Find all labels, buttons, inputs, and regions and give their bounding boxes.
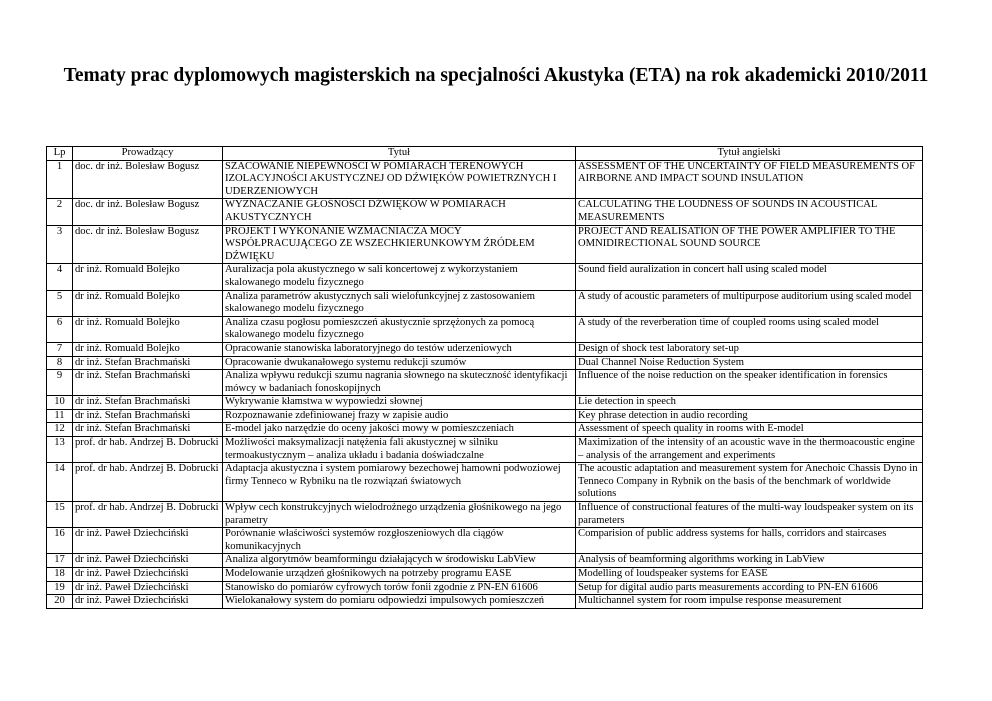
row-number: 5 bbox=[47, 290, 73, 316]
english-title-cell: CALCULATING THE LOUDNESS OF SOUNDS IN ACOUSTICAL MEASUREMENTS bbox=[576, 199, 923, 225]
row-number: 8 bbox=[47, 356, 73, 370]
title-cell: PROJEKT I WYKONANIE WZMACNIACZA MOCY WSPÓŁPRACUJĄCEGO ZE WSZECHKIERUNKOWYM ŹRÓDŁEM DŹWIĘKU bbox=[223, 225, 576, 264]
row-number: 13 bbox=[47, 437, 73, 463]
table-row bbox=[47, 437, 923, 463]
title-cell: Wielokanałowy system do pomiaru odpowiedzi impulsowych pomieszczeń bbox=[223, 595, 576, 609]
supervisor-cell: doc. dr inż. Bolesław Bogusz bbox=[73, 160, 223, 199]
row-number: 1 bbox=[47, 160, 73, 199]
supervisor-cell: dr inż. Stefan Brachmański bbox=[73, 356, 223, 370]
title-cell: Opracowanie stanowiska laboratoryjnego do testów uderzeniowych bbox=[223, 342, 576, 356]
title-cell: E-model jako narzędzie do oceny jakości mowy w pomieszczeniach bbox=[223, 423, 576, 437]
title-cell: Rozpoznawanie zdefiniowanej frazy w zapisie audio bbox=[223, 409, 576, 423]
row-number: 20 bbox=[47, 595, 73, 609]
english-title-cell: Sound field auralization in concert hall using scaled model bbox=[576, 264, 923, 290]
table-row bbox=[47, 581, 923, 595]
table-body bbox=[47, 160, 923, 608]
english-title-cell: Assessment of speech quality in rooms with E-model bbox=[576, 423, 923, 437]
english-title-cell: Dual Channel Noise Reduction System bbox=[576, 356, 923, 370]
english-title-cell: Multichannel system for room impulse response measurement bbox=[576, 595, 923, 609]
title-cell: Analiza parametrów akustycznych sali wielofunkcyjnej z zastosowaniem skalowanego modelu fizycznego bbox=[223, 290, 576, 316]
table-row bbox=[47, 409, 923, 423]
header-title: Tytuł bbox=[223, 147, 576, 161]
title-cell: Adaptacja akustyczna i system pomiarowy bezechowej hamowni podwoziowej firmy Tenneco w Rybniku na tle rozwiązań światowych bbox=[223, 463, 576, 502]
title-cell: Analiza wpływu redukcji szumu nagrania słownego na skuteczność identyfikacji mówcy w badaniach fonoskopijnych bbox=[223, 370, 576, 396]
row-number: 2 bbox=[47, 199, 73, 225]
row-number: 19 bbox=[47, 581, 73, 595]
supervisor-cell: doc. dr inż. Bolesław Bogusz bbox=[73, 225, 223, 264]
table-row bbox=[47, 502, 923, 528]
title-cell: WYZNACZANIE GŁOŚNOŚCI DŹWIĘKÓW W POMIARACH AKUSTYCZNYCH bbox=[223, 199, 576, 225]
supervisor-cell: dr inż. Paweł Dziechciński bbox=[73, 581, 223, 595]
row-number: 4 bbox=[47, 264, 73, 290]
table-row bbox=[47, 264, 923, 290]
supervisor-cell: prof. dr hab. Andrzej B. Dobrucki bbox=[73, 502, 223, 528]
header-row bbox=[47, 147, 923, 161]
row-number: 18 bbox=[47, 568, 73, 582]
table-row bbox=[47, 568, 923, 582]
table-row bbox=[47, 342, 923, 356]
title-cell: Analiza algorytmów beamformingu działających w środowisku LabView bbox=[223, 554, 576, 568]
row-number: 17 bbox=[47, 554, 73, 568]
english-title-cell: Lie detection in speech bbox=[576, 396, 923, 410]
english-title-cell: Modelling of loudspeaker systems for EASE bbox=[576, 568, 923, 582]
table-row bbox=[47, 528, 923, 554]
table-row bbox=[47, 396, 923, 410]
row-number: 16 bbox=[47, 528, 73, 554]
table-row bbox=[47, 356, 923, 370]
row-number: 12 bbox=[47, 423, 73, 437]
title-cell: Wykrywanie kłamstwa w wypowiedzi słownej bbox=[223, 396, 576, 410]
supervisor-cell: dr inż. Romuald Bolejko bbox=[73, 342, 223, 356]
thesis-topics-table bbox=[46, 146, 923, 609]
english-title-cell: Setup for digital audio parts measurements according to PN-EN 61606 bbox=[576, 581, 923, 595]
supervisor-cell: dr inż. Paweł Dziechciński bbox=[73, 568, 223, 582]
title-cell: Modelowanie urządzeń głośnikowych na potrzeby programu EASE bbox=[223, 568, 576, 582]
row-number: 11 bbox=[47, 409, 73, 423]
title-cell: Stanowisko do pomiarów cyfrowych torów fonii zgodnie z PN-EN 61606 bbox=[223, 581, 576, 595]
table-row bbox=[47, 423, 923, 437]
english-title-cell: Influence of the noise reduction on the speaker identification in forensics bbox=[576, 370, 923, 396]
table-row bbox=[47, 554, 923, 568]
header-supervisor: Prowadzący bbox=[73, 147, 223, 161]
title-cell: Możliwości maksymalizacji natężenia fali akustycznej w silniku termoakustycznym – analiza układu i badania doświadczalne bbox=[223, 437, 576, 463]
table-row bbox=[47, 595, 923, 609]
supervisor-cell: dr inż. Paweł Dziechciński bbox=[73, 528, 223, 554]
supervisor-cell: dr inż. Stefan Brachmański bbox=[73, 396, 223, 410]
english-title-cell: Comparision of public address systems for halls, corridors and staircases bbox=[576, 528, 923, 554]
row-number: 10 bbox=[47, 396, 73, 410]
english-title-cell: A study of acoustic parameters of multipurpose auditorium using scaled model bbox=[576, 290, 923, 316]
row-number: 7 bbox=[47, 342, 73, 356]
supervisor-cell: doc. dr inż. Bolesław Bogusz bbox=[73, 199, 223, 225]
english-title-cell: Analysis of beamforming algorithms working in LabView bbox=[576, 554, 923, 568]
row-number: 15 bbox=[47, 502, 73, 528]
title-cell: SZACOWANIE NIEPEWNOŚCI W POMIARACH TERENOWYCH IZOLACYJNOŚCI AKUSTYCZNEJ OD DŹWIĘKÓW POWIETRZNYCH I UDERZENIOWYCH bbox=[223, 160, 576, 199]
table-row bbox=[47, 199, 923, 225]
english-title-cell: Design of shock test laboratory set-up bbox=[576, 342, 923, 356]
table-row bbox=[47, 370, 923, 396]
header-english-title: Tytuł angielski bbox=[576, 147, 923, 161]
supervisor-cell: prof. dr hab. Andrzej B. Dobrucki bbox=[73, 463, 223, 502]
supervisor-cell: prof. dr hab. Andrzej B. Dobrucki bbox=[73, 437, 223, 463]
page-title: Tematy prac dyplomowych magisterskich na specjalności Akustyka (ETA) na rok akademicki 2010/2011 bbox=[63, 65, 929, 86]
table-row bbox=[47, 316, 923, 342]
supervisor-cell: dr inż. Romuald Bolejko bbox=[73, 316, 223, 342]
english-title-cell: A study of the reverberation time of coupled rooms using scaled model bbox=[576, 316, 923, 342]
supervisor-cell: dr inż. Stefan Brachmański bbox=[73, 409, 223, 423]
title-cell: Porównanie właściwości systemów rozgłoszeniowych dla ciągów komunikacyjnych bbox=[223, 528, 576, 554]
row-number: 14 bbox=[47, 463, 73, 502]
english-title-cell: Maximization of the intensity of an acoustic wave in the thermoacoustic engine – analysis of the arrangement and experiments bbox=[576, 437, 923, 463]
table-row bbox=[47, 160, 923, 199]
title-cell: Auralizacja pola akustycznego w sali koncertowej z wykorzystaniem skalowanego modelu fizycznego bbox=[223, 264, 576, 290]
english-title-cell: ASSESSMENT OF THE UNCERTAINTY OF FIELD MEASUREMENTS OF AIRBORNE AND IMPACT SOUND INSULATION bbox=[576, 160, 923, 199]
table-header bbox=[47, 147, 923, 161]
supervisor-cell: dr inż. Stefan Brachmański bbox=[73, 370, 223, 396]
english-title-cell: The acoustic adaptation and measurement system for Anechoic Chassis Dyno in Tenneco Company in Rybnik on the basis of the benchmark of worldwide solutions bbox=[576, 463, 923, 502]
supervisor-cell: dr inż. Romuald Bolejko bbox=[73, 290, 223, 316]
english-title-cell: Influence of constructional features of the multi-way loudspeaker system on its parameters bbox=[576, 502, 923, 528]
header-lp: Lp bbox=[47, 147, 73, 161]
title-cell: Analiza czasu pogłosu pomieszczeń akustycznie sprzężonych za pomocą skalowanego modelu fizycznego bbox=[223, 316, 576, 342]
row-number: 9 bbox=[47, 370, 73, 396]
table-row bbox=[47, 463, 923, 502]
table-row bbox=[47, 225, 923, 264]
supervisor-cell: dr inż. Romuald Bolejko bbox=[73, 264, 223, 290]
supervisor-cell: dr inż. Stefan Brachmański bbox=[73, 423, 223, 437]
title-cell: Opracowanie dwukanałowego systemu redukcji szumów bbox=[223, 356, 576, 370]
table-row bbox=[47, 290, 923, 316]
row-number: 6 bbox=[47, 316, 73, 342]
supervisor-cell: dr inż. Paweł Dziechciński bbox=[73, 595, 223, 609]
supervisor-cell: dr inż. Paweł Dziechciński bbox=[73, 554, 223, 568]
title-cell: Wpływ cech konstrukcyjnych wielodrożnego urządzenia głośnikowego na jego parametry bbox=[223, 502, 576, 528]
english-title-cell: PROJECT AND REALISATION OF THE POWER AMPLIFIER TO THE OMNIDIRECTIONAL SOUND SOURCE bbox=[576, 225, 923, 264]
english-title-cell: Key phrase detection in audio recording bbox=[576, 409, 923, 423]
row-number: 3 bbox=[47, 225, 73, 264]
